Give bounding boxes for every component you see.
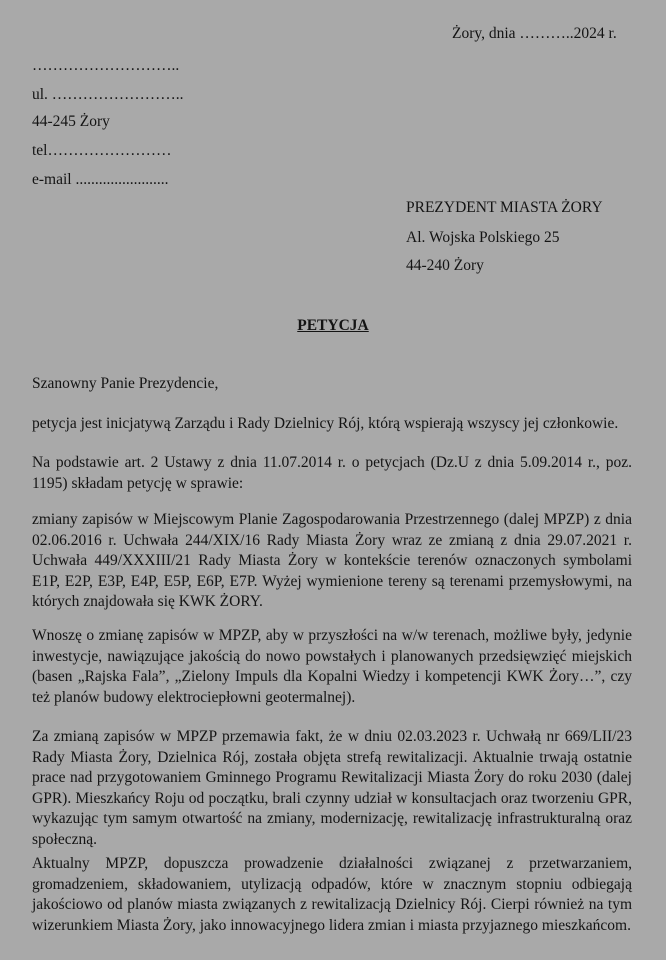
paragraph-initiative: petycja jest inicjatywą Zarządu i Rady Dzielnicy Rój, którą wspierają wszyscy jej członkowie. [32,415,619,432]
sender-city: 44-245 Żory [32,113,110,130]
salutation: Szanowny Panie Prezydencie, [32,375,219,392]
paragraph-request: Wnoszę o zmianę zapisów w MPZP, aby w przyszłości na w/w terenach, możliwe były, jedynie inwestycje, nawiązujące jakością do nowo powstałych i planowanych przedsięwzięć miejskich (basen „Rajska Fala”, „Zielony Impuls dla Kopalni Wiedzy i kompetencji KWK Żory…”, czy też planów budowy elektrociepłowni geotermalnej). [32,627,632,706]
paragraph-justification: Za zmianą zapisów w MPZP przemawia fakt, że w dniu 02.03.2023 r. Uchwałą nr 669/LII/23 Rady Miasta Żory, Dzielnica Rój, została objęta strefą rewitalizacji. Aktualnie trwają ostatnie prace nad przygotowaniem Gminnego Programu Rewitalizacji Miasta Żory do roku 2030 (dalej GPR). Mieszkańcy Roju od początku, brali czynny udział w konsultacjach oraz tworzeniu GPR, wykazując tym samym otwartość na zmiany, modernizację, rewitalizację infrastrukturalną oraz społeczną. [32,728,632,848]
recipient-street: Al. Wojska Polskiego 25 [406,229,560,246]
sender-phone: tel…………………… [32,142,172,159]
recipient-city: 44-240 Żory [406,257,484,274]
paragraph-legal-basis: Na podstawie art. 2 Ustawy z dnia 11.07.2014 r. o petycjach (Dz.U z dnia 5.09.2014 r., poz. 1195) składam petycję w sprawie: [32,454,632,492]
sender-name: ……………………….. [32,57,180,74]
recipient-name: PREZYDENT MIASTA ŻORY [406,199,603,216]
sender-street: ul. …………………….. [32,86,184,103]
paragraph-subject: zmiany zapisów w Miejscowym Planie Zagospodarowania Przestrzennego (dalej MPZP) z dnia 02.06.2016 r. Uchwała 244/XIX/16 Rady Miasta Żory wraz ze zmianą z dnia 29.07.2021 r. Uchwała 449/XXXIII/21 Rady Miasta Żory w kontekście terenów oznaczonych symbolami E1P, E2P, E3P, E4P, E5P, E6P, E7P. Wyżej wymienione tereny są terenami przemysłowymi, na których znajdowała się KWK ŻORY. [32,511,632,611]
place-date: Żory, dnia ………..2024 r. [452,25,617,42]
paragraph-current-plan: Aktualny MPZP, dopuszcza prowadzenie działalności związanej z przetwarzaniem, gromadzeniem, składowaniem, utylizacją odpadów, które w znacznym stopniu odbiegają jakościowo od planów miasta związanych z rewitalizacją Dzielnicy Rój. Cierpi również na tym wizerunkiem Miasta Żory, jako innowacyjnego lidera zmian i miasta przyjaznego mieszkańcom. [32,855,632,934]
sender-email: e-mail ........................ [32,171,169,188]
document-title: PETYCJA [297,317,369,334]
